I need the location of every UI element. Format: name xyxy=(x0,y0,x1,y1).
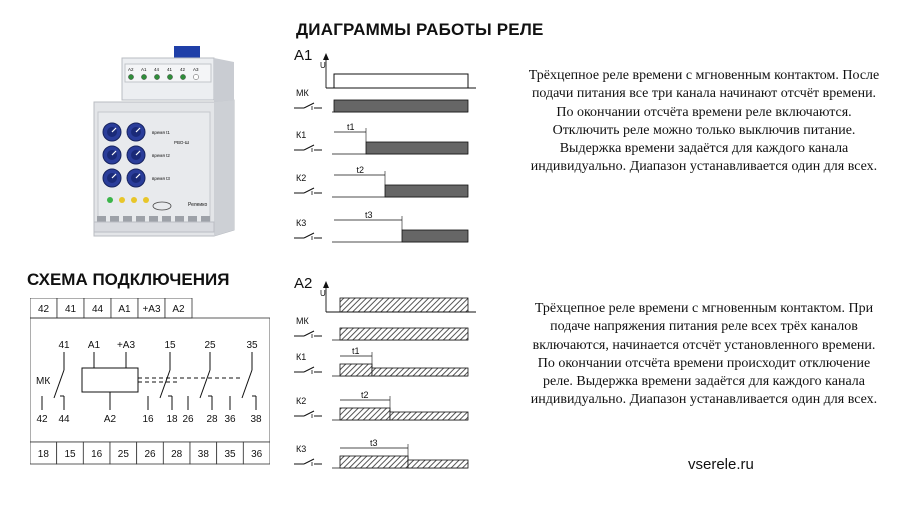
description-a1-line: Трёхцепное реле времени с мгновенным контактом. После xyxy=(528,68,880,83)
wiring-scheme xyxy=(30,298,270,468)
description-a2-line: реле. Выдержка времени задаётся для каждого канала xyxy=(543,374,865,390)
terminal-label: 42 xyxy=(37,304,50,315)
terminal-led xyxy=(180,74,185,79)
terminal-label: 41 xyxy=(64,304,77,315)
terminal-label: 38 xyxy=(197,449,209,460)
timing-diagram-a2 xyxy=(290,272,490,486)
bottom-terminal xyxy=(162,216,171,222)
time-setting-knob[interactable] xyxy=(127,169,145,187)
inner-terminal-label: 41 xyxy=(58,340,70,351)
terminal-label: 36 xyxy=(251,449,263,460)
timer-label: t1 xyxy=(352,346,360,356)
switch-contact-icon xyxy=(148,352,172,410)
signal-on-bar xyxy=(340,328,468,340)
inner-terminal-label: A2 xyxy=(103,414,117,425)
timer-label: t3 xyxy=(365,210,373,220)
signal-label: К1 xyxy=(296,352,307,362)
description-a1-line: Выдержка времени задаётся для каждого канала xyxy=(559,141,849,157)
inner-terminal-label: 35 xyxy=(246,340,258,351)
signal-on-bar xyxy=(366,142,468,154)
contact-symbol-icon xyxy=(294,411,322,418)
bottom-terminal xyxy=(188,216,197,222)
bottom-terminal xyxy=(149,216,158,222)
signal-label: К2 xyxy=(296,396,307,406)
mode-label: A2 xyxy=(294,275,313,292)
supply-pulse xyxy=(334,74,468,88)
signal-on-bar xyxy=(340,364,372,376)
contact-symbol-icon xyxy=(294,188,322,195)
contact-symbol-icon xyxy=(294,367,322,374)
contact-label: МК xyxy=(36,376,51,387)
description-a2-line: индивидуально. Диапазон устанавливается один для всех. xyxy=(530,392,878,408)
top-terminal-row xyxy=(125,64,211,82)
top-terminal-label: A1 xyxy=(141,67,147,72)
terminal-led xyxy=(193,74,198,79)
signal-label: К2 xyxy=(296,173,307,183)
bottom-terminal xyxy=(97,216,106,222)
inner-terminal-label: 42 xyxy=(36,414,48,425)
terminal-label: 16 xyxy=(91,449,103,460)
diagrams-heading: ДИАГРАММЫ РАБОТЫ РЕЛЕ xyxy=(296,20,544,39)
mode-label: A1 xyxy=(294,47,313,64)
top-terminal-label: 41 xyxy=(167,67,173,72)
inner-terminal-label: +A3 xyxy=(116,340,136,351)
brand-logo: Релеико xyxy=(188,202,208,208)
bottom-terminal xyxy=(175,216,184,222)
bottom-terminal xyxy=(123,216,132,222)
signal-off-bar xyxy=(390,412,468,420)
supply-pulse xyxy=(340,298,468,312)
description-a1 xyxy=(498,67,910,177)
time-setting-knob[interactable] xyxy=(103,169,121,187)
channel-time-label: время t3 xyxy=(152,176,170,181)
time-setting-knob[interactable] xyxy=(127,146,145,164)
description-a1-line: Отключить реле можно только выключив питание. xyxy=(552,122,856,138)
timer-label: t2 xyxy=(361,390,369,400)
timer-label: t2 xyxy=(356,165,365,175)
bottom-terminal xyxy=(110,216,119,222)
time-setting-knob[interactable] xyxy=(103,123,121,141)
contact-symbol-icon xyxy=(294,103,322,110)
top-terminal-label: A3 xyxy=(193,67,199,72)
contact-symbol-icon xyxy=(294,459,322,466)
inner-terminal-label: A1 xyxy=(87,340,101,351)
axis-arrow-icon xyxy=(323,53,329,60)
inner-terminal-label: 25 xyxy=(204,340,216,351)
relay-device-illustration xyxy=(78,40,238,240)
terminal-label: 15 xyxy=(64,449,76,460)
timer-label: t3 xyxy=(370,438,378,448)
terminal-led xyxy=(128,74,133,79)
channel-led-3 xyxy=(143,197,149,203)
description-a2-line: Трёхцепное реле времени с мгновенным контактом. При xyxy=(534,301,874,316)
contact-symbol-icon xyxy=(294,331,322,338)
top-terminal-label: A2 xyxy=(128,67,134,72)
signal-on-bar xyxy=(385,185,468,197)
description-a2 xyxy=(498,300,910,410)
channel-time-label: время t1 xyxy=(152,130,170,135)
signal-label: МК xyxy=(296,88,309,98)
time-setting-knob[interactable] xyxy=(103,146,121,164)
bottom-terminal-row xyxy=(97,216,210,222)
description-a2-line: включаются, начинается отсчёт установленного времени. xyxy=(532,337,876,353)
time-setting-knob[interactable] xyxy=(127,123,145,141)
signal-label: К3 xyxy=(296,218,307,228)
contact-symbol-icon xyxy=(294,145,322,152)
terminal-label: +A3 xyxy=(142,304,161,315)
description-a1-line: индивидуально. Диапазон устанавливается один для всех. xyxy=(530,159,878,175)
inner-terminal-label: 16 xyxy=(142,414,154,425)
description-a1-line: По окончании отсчёта времени реле включаются. xyxy=(556,104,852,120)
top-terminal-label: 44 xyxy=(154,67,160,72)
terminal-label: 35 xyxy=(224,449,236,460)
top-terminal-label: 42 xyxy=(180,67,186,72)
power-led xyxy=(107,197,113,203)
model-label: РВО-Ш xyxy=(174,140,189,145)
terminal-label: 44 xyxy=(91,304,104,315)
terminal-label: 28 xyxy=(171,449,183,460)
terminal-label: 26 xyxy=(144,449,156,460)
channel-led-1 xyxy=(119,197,125,203)
inner-terminal-label: 36 xyxy=(224,414,236,425)
channel-led-2 xyxy=(131,197,137,203)
signal-off-bar xyxy=(408,460,468,468)
terminal-led xyxy=(141,74,146,79)
timing-diagram-a1 xyxy=(290,44,490,262)
channel-time-label: время t2 xyxy=(152,153,170,158)
terminal-label: 25 xyxy=(117,449,129,460)
terminal-label: 18 xyxy=(37,449,49,460)
signal-label: МК xyxy=(296,316,309,326)
contact-symbol-icon xyxy=(294,233,322,240)
voltage-axis-label: U xyxy=(320,61,326,70)
bottom-terminal xyxy=(201,216,210,222)
voltage-axis-label: U xyxy=(320,289,326,298)
bottom-terminal xyxy=(136,216,145,222)
description-a2-line: подаче напряжения питания реле всех трёх каналов xyxy=(550,319,858,335)
signal-on-bar xyxy=(334,100,468,112)
signal-on-bar xyxy=(340,408,390,420)
inner-terminal-label: 44 xyxy=(58,414,70,425)
wiring-scheme-heading: СХЕМА ПОДКЛЮЧЕНИЯ xyxy=(27,270,230,289)
signal-on-bar xyxy=(340,456,408,468)
inner-terminal-label: 15 xyxy=(164,340,176,351)
signal-label: К1 xyxy=(296,130,307,140)
signal-on-bar xyxy=(402,230,468,242)
signal-label: К3 xyxy=(296,444,307,454)
inner-terminal-label: 18 xyxy=(166,414,178,425)
timer-label: t1 xyxy=(347,122,355,132)
terminal-led xyxy=(167,74,172,79)
inner-terminal-label: 38 xyxy=(250,414,262,425)
website-label: vserele.ru xyxy=(688,456,754,473)
switch-contact-icon xyxy=(188,352,212,410)
description-a2-line: По окончании отсчёта времени происходит отключение xyxy=(537,355,871,371)
inner-terminal-label: 28 xyxy=(206,414,218,425)
terminal-label: A2 xyxy=(172,304,185,315)
terminal-label: A1 xyxy=(118,304,131,315)
axis-arrow-icon xyxy=(323,281,329,288)
terminal-led xyxy=(154,74,159,79)
signal-off-bar xyxy=(372,368,468,376)
inner-terminal-label: 26 xyxy=(182,414,194,425)
switch-contact-icon xyxy=(230,352,256,410)
relay-coil xyxy=(82,368,138,392)
description-a1-line: подачи питания все три канала начинают отсчёт времени. xyxy=(531,86,877,102)
